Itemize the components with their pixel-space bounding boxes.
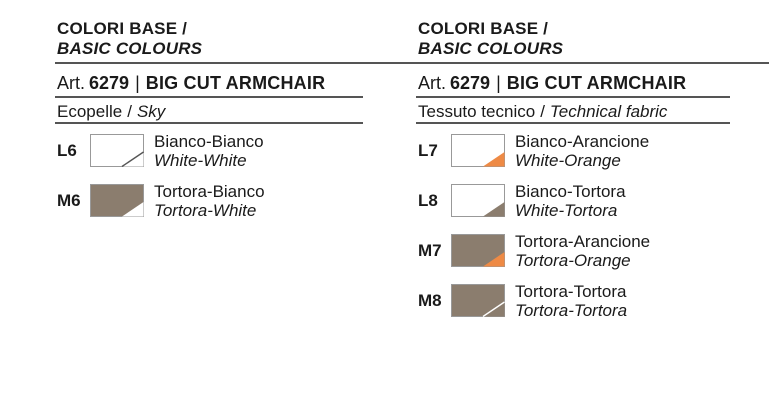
swatch-label-en: White-Tortora <box>515 201 618 220</box>
material-divider <box>55 122 363 124</box>
article-divider <box>55 96 363 98</box>
swatch-label-en: White-Orange <box>515 151 621 170</box>
section-title-it: COLORI BASE / <box>57 19 188 38</box>
material-line <box>418 102 667 122</box>
swatch-labels <box>515 132 649 170</box>
swatch-label-it: Tortora-Tortora <box>515 282 627 301</box>
article-separator: | <box>135 73 140 93</box>
material-name-en: Sky <box>136 102 166 121</box>
color-swatch <box>90 134 144 167</box>
swatch-code: L7 <box>418 141 438 160</box>
color-swatch <box>90 184 144 217</box>
section-title-en: BASIC COLOURS <box>418 39 564 58</box>
swatch-code: M6 <box>57 191 81 210</box>
swatch-label-it: Bianco-Arancione <box>515 132 650 151</box>
swatch-code: L6 <box>57 141 77 160</box>
swatch-labels <box>515 182 626 220</box>
article-number: 6279 <box>450 73 491 93</box>
material-line <box>57 102 165 122</box>
section-title-it: COLORI BASE / <box>418 19 549 38</box>
swatch-label-en: Tortora-Orange <box>515 251 631 270</box>
article-divider <box>416 96 730 98</box>
swatch-labels <box>154 132 264 170</box>
swatch-row-L7 <box>418 132 769 170</box>
swatch-labels <box>515 232 650 270</box>
swatch-row-L6 <box>57 132 369 170</box>
color-swatch <box>451 234 505 267</box>
material-divider <box>416 122 730 124</box>
swatch-row-M7 <box>418 232 769 270</box>
swatch-labels <box>154 182 265 220</box>
header-divider <box>55 62 769 64</box>
material-separator: / <box>127 102 132 121</box>
color-swatch <box>451 284 505 317</box>
swatch-code: L8 <box>418 191 438 210</box>
article-name: BIG CUT ARMCHAIR <box>145 73 326 93</box>
swatch-row-M6 <box>57 182 369 220</box>
material-name-en: Technical fabric <box>549 102 668 121</box>
swatch-row-M8 <box>418 282 769 320</box>
swatch-labels <box>515 282 627 320</box>
material-separator: / <box>540 102 545 121</box>
section-title-en: BASIC COLOURS <box>57 39 203 58</box>
swatch-label-en: Tortora-Tortora <box>515 301 628 320</box>
swatch-label-it: Tortora-Bianco <box>154 182 265 201</box>
swatch-label-en: Tortora-White <box>154 201 257 220</box>
swatch-code: M7 <box>418 241 442 260</box>
article-separator: | <box>496 73 501 93</box>
material-name-it: Tessuto tecnico <box>418 102 536 121</box>
article-number: 6279 <box>89 73 130 93</box>
swatch-label-it: Tortora-Arancione <box>515 232 651 251</box>
article-line <box>418 73 686 94</box>
swatch-code: M8 <box>418 291 442 310</box>
color-swatch <box>451 134 505 167</box>
article-prefix: Art. <box>57 73 86 93</box>
material-name-it: Ecopelle <box>57 102 123 121</box>
swatch-label-it: Bianco-Bianco <box>154 132 264 151</box>
section-title <box>418 19 563 59</box>
color-swatch <box>451 184 505 217</box>
swatch-label-it: Bianco-Tortora <box>515 182 626 201</box>
swatch-row-L8 <box>418 182 769 220</box>
article-prefix: Art. <box>418 73 447 93</box>
article-name: BIG CUT ARMCHAIR <box>506 73 687 93</box>
section-title <box>57 19 202 59</box>
swatch-label-en: White-White <box>154 151 247 170</box>
article-line <box>57 73 325 94</box>
